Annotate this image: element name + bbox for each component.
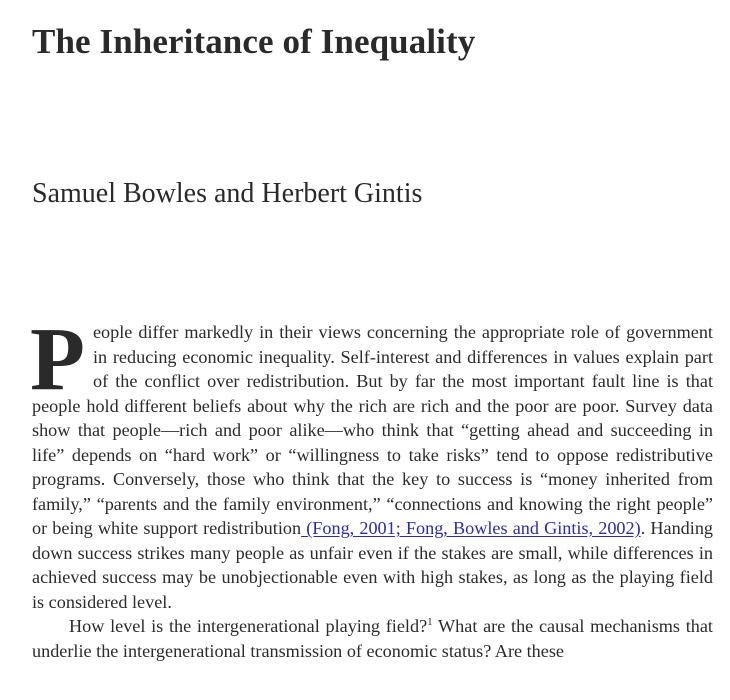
paragraph-1-text-end: . Handing down success strikes many people as unfair even if the stakes are small, while differences in achieved success may be unobjectionable even with high stakes, as long as the playing field is considered level. bbox=[32, 518, 714, 612]
paragraph-1 bbox=[30, 310, 714, 614]
footnote-marker[interactable]: 1 bbox=[427, 615, 433, 628]
citation-link[interactable]: (Fong, 2001; Fong, Bowles and Gintis, 2002) bbox=[301, 518, 641, 538]
article-authors: Samuel Bowles and Herbert Gintis bbox=[32, 178, 423, 209]
paragraph-2-text: How level is the intergenerational playing field? bbox=[69, 616, 428, 636]
article-title: The Inheritance of Inequality bbox=[32, 22, 476, 61]
drop-cap: P bbox=[30, 310, 85, 409]
paragraph-2-text-end: What are the causal mechanisms that underlie the intergenerational transmission of economic status? Are these bbox=[32, 616, 713, 661]
paragraph-1-text: eople differ markedly in their views concerning the appropriate role of government in reducing economic inequality. Self-interest and differences in values explain part of the conflict over redistribution. But by far the most important fault line is that people hold different beliefs about why the rich are rich and the poor are poor. Survey data show that people—rich and poor alike—who think that “getting ahead and succeeding in life” depends on “hard work” or “willingness to take risks” tend to oppose redistributive programs. Conversely, those who think that the key to success is “money inherited from family,” “parents and the family environment,” “connections and knowing the right people” or being white support redistribution bbox=[32, 322, 713, 538]
paragraph-2 bbox=[32, 614, 713, 663]
article-body bbox=[30, 310, 714, 663]
